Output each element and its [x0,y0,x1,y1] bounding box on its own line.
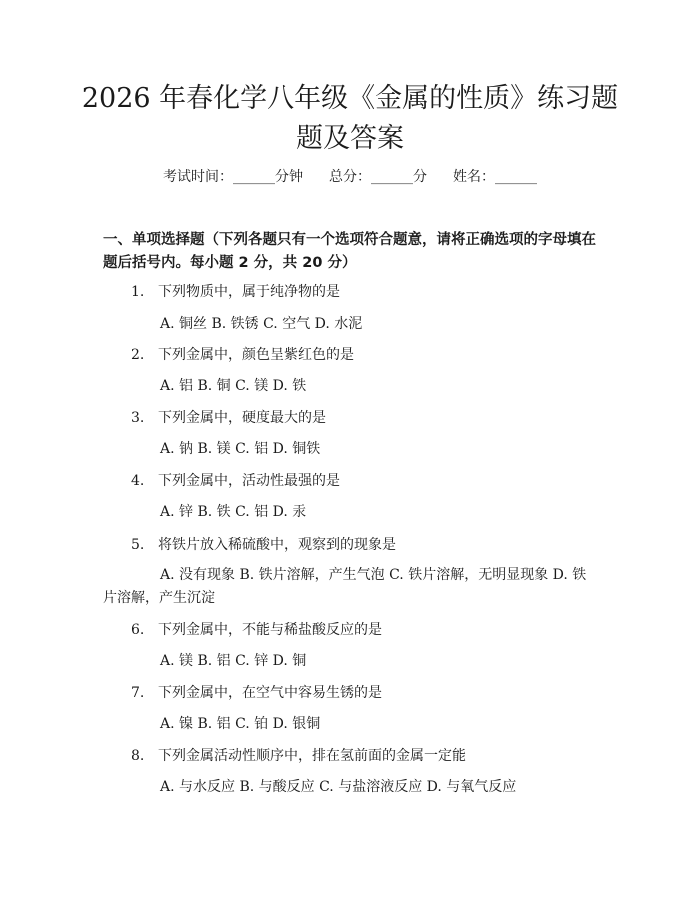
question-text: 下列物质中，属于纯净物的是 [158,284,340,300]
question-4-options: A. 锌 B. 铁 C. 铝 D. 汞 [160,504,307,520]
question-6-options: A. 镁 B. 铝 C. 锌 D. 铜 [160,653,307,669]
question-number: 1. [131,284,145,300]
total-score-field: 总分：______分 [329,169,427,185]
question-text: 下列金属中，不能与稀盐酸反应的是 [158,622,382,638]
question-3 [131,408,326,428]
question-text: 下列金属活动性顺序中，排在氢前面的金属一定能 [158,748,466,764]
question-2-options: A. 铝 B. 铜 C. 镁 D. 铁 [160,378,307,394]
question-number: 4. [131,473,145,489]
question-number: 5. [131,537,145,553]
question-8-options: A. 与水反应 B. 与酸反应 C. 与盐溶液反应 D. 与氧气反应 [160,779,517,795]
question-number: 3. [131,410,145,426]
question-text: 下列金属中，颜色呈紫红色的是 [158,347,354,363]
question-7 [131,683,382,703]
exam-time-field: 考试时间：______分钟 [163,169,303,185]
student-name-field: 姓名：______ [453,169,537,185]
question-text: 下列金属中，活动性最强的是 [158,473,340,489]
question-text: 下列金属中，在空气中容易生锈的是 [158,685,382,701]
question-1-options: A. 铜丝 B. 铁锈 C. 空气 D. 水泥 [160,316,363,332]
question-8 [131,746,466,766]
question-number: 6. [131,622,145,638]
exam-info-line [100,167,600,187]
question-5-options: A. 没有现象 B. 铁片溶解，产生气泡 C. 铁片溶解，无明显现象 D. 铁片溶解，产生沉淀 [103,567,587,606]
document-title-line-1: 2026 年春化学八年级《金属的性质》练习题 [81,83,619,114]
question-7-options: A. 镍 B. 铝 C. 铂 D. 银铜 [160,716,321,732]
question-4 [131,471,340,491]
question-number: 2. [131,347,145,363]
question-text: 下列金属中，硬度最大的是 [158,410,326,426]
question-number: 7. [131,685,145,701]
question-6 [131,620,382,640]
question-text: 将铁片放入稀硫酸中，观察到的现象是 [158,537,396,553]
question-2 [131,345,354,365]
question-1 [131,282,340,302]
question-number: 8. [131,748,145,764]
document-title-line-2: 题及答案 [296,123,404,154]
question-3-options: A. 钠 B. 镁 C. 铝 D. 铜铁 [160,441,321,457]
section-heading-single-choice: 一、单项选择题（下列各题只有一个选项符合题意，请将正确选项的字母填在题后括号内。每小题 2 分，共 20 分） [103,232,596,271]
question-5 [131,535,396,555]
